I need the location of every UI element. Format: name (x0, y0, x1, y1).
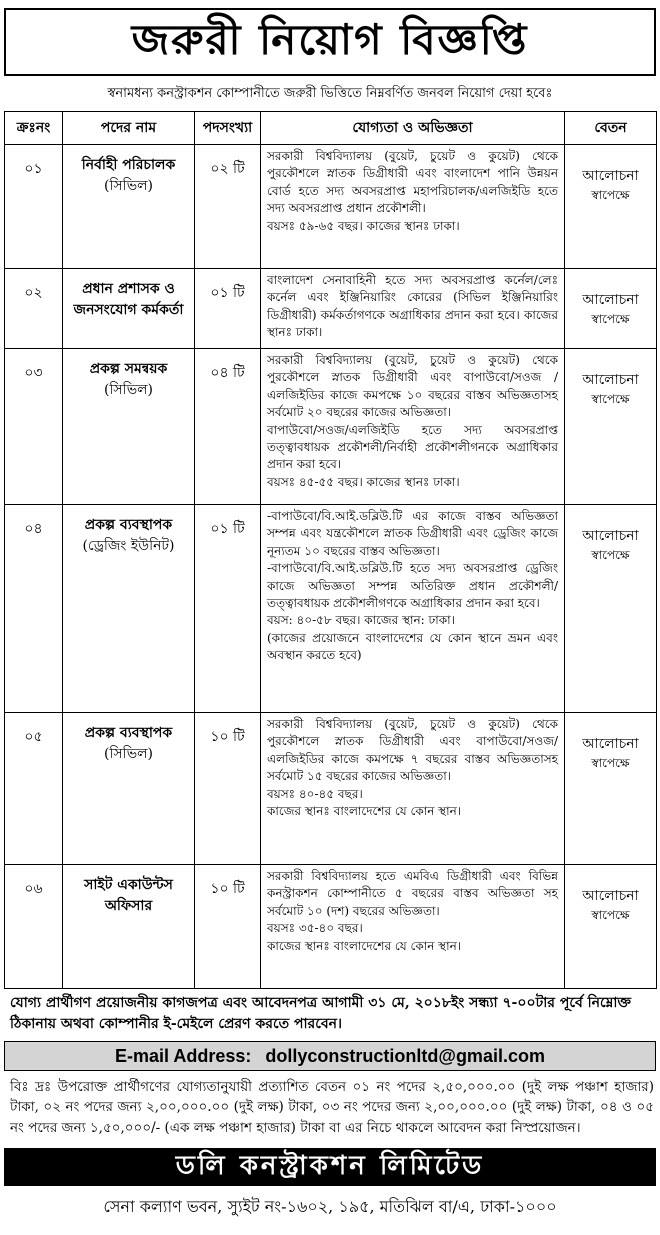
qualification-line: সরকারী বিশ্ববিদ্যালয় হতে এমবিএ ডিগ্রীধারী এবং বিভিন্ন কনস্ট্রাকশন কোম্পানীতে ৫ বছরের বাস্তব অভিজ্ঞতা সহ সর্বমোট ১০ (দশ) বছরের অভিজ্ঞতা। (267, 869, 558, 918)
row-post (63, 145, 195, 269)
table-row (5, 349, 657, 505)
salary-text: আলোচনা (582, 292, 639, 308)
row-salary (565, 349, 657, 505)
row-salary (565, 865, 657, 989)
row-post (63, 349, 195, 505)
qualification-line: কাজের স্থানঃ বাংলাদেশের যে কোন স্থান। (267, 803, 462, 818)
row-salary (565, 505, 657, 713)
salary-subtext: স্বাপেক্ষে (591, 755, 630, 770)
qualification-line: সরকারী বিশ্ববিদ্যালয় (বুয়েট, চুয়েট ও কুয়েট) থেকে পুরকৌশলে স্নাতক ডিগ্রীধারী এবং বাংলাদেশ পানি উন্নয়ন বোর্ড হতে সদ্য অবসরপ্রাপ্ত মহাপরিচালক/এলজিইডি হতে সদ্য অবসরপ্রাপ্ত প্রধান প্রকৌশলী। (267, 149, 558, 216)
header-post: পদের নাম (63, 112, 195, 145)
salary-text: আলোচনা (582, 168, 639, 184)
qualification-line: সরকারী বিশ্ববিদ্যালয় (বুয়েট, চুয়েট ও কুয়েট) থেকে পুরকৌশলে স্নাতক ডিগ্রীধারী এবং বাপাউবো/সওজ /এলজিইডির কাজে কমপক্ষে ১০ বছরের বাস্তব অভিজ্ঞতাসহ সর্বমোট ২০ বছরের কাজের অভিজ্ঞতা। (267, 353, 558, 420)
salary-subtext: স্বাপেক্ষে (591, 547, 630, 562)
row-post (63, 865, 195, 989)
row-post-count: ০২ টি (195, 145, 261, 269)
post-title: সাইট একাউন্টস অফিসার (84, 877, 173, 914)
email-address[interactable]: dollyconstructionltd@gmail.com (265, 1045, 545, 1066)
row-serial: ০৬ (5, 865, 63, 989)
post-title: নির্বাহী পরিচালক (81, 157, 176, 173)
row-post (63, 713, 195, 865)
row-qualification (261, 269, 565, 349)
salary-subtext: স্বাপেক্ষে (591, 391, 630, 406)
row-serial: ০৫ (5, 713, 63, 865)
qualification-line: বয়সঃ ৪০-৪৫ বছর। (267, 786, 363, 801)
row-post-count: ১০ টি (195, 713, 261, 865)
row-qualification (261, 145, 565, 269)
qualification-line: বয়সঃ ৪৫-৫৫ বছর। কাজের স্থানঃ ঢাকা। (267, 474, 460, 489)
salary-text: আলোচনা (582, 888, 639, 904)
row-serial: ০৪ (5, 505, 63, 713)
table-row (5, 145, 657, 269)
row-qualification (261, 349, 565, 505)
intro-text: স্বনামধন্য কনস্ট্রাকশন কোম্পানীতে জরুরী ভিত্তিতে নিম্নবর্ণিত জনবল নিয়োগ দেয়া হবেঃ (107, 86, 553, 101)
email-label: E-mail Address: (115, 1045, 252, 1066)
qualification-line: বয়স: ৪০-৫৮ বছর। কাজের স্থান: ঢাকা। (267, 613, 455, 628)
email-bar (4, 1041, 656, 1071)
header-qualification: যোগ্যতা ও অভিজ্ঞতা (261, 112, 565, 145)
post-title: প্রকল্প ব্যবস্থাপক (84, 517, 173, 533)
row-qualification (261, 713, 565, 865)
qualification-line: বাংলাদেশ সেনাবাহিনী হতে সদ্য অবসরপ্রাপ্ত কর্নেল/লেঃ কর্নেল এবং ইঞ্জিনিয়ারিং কোরের (সিভিল ইঞ্জিনিয়ারিং ডিগ্রীধারী) কর্মকর্তাগণকে অগ্রাধিকার প্রদান করা হবে। কাজের স্থানঃ ঢাকা। (267, 273, 558, 340)
row-serial: ০৩ (5, 349, 63, 505)
post-title: প্রকল্প ব্যবস্থাপক (84, 725, 173, 741)
qualification-line: বয়সঃ ৩৫-৪০ বছর। (267, 921, 363, 936)
row-post-count: ০৪ টি (195, 349, 261, 505)
row-post-count: ০১ টি (195, 505, 261, 713)
company-name: ডলি কনস্ট্রাকশন লিমিটেড (4, 1148, 656, 1186)
row-qualification (261, 505, 565, 713)
post-title: প্রধান প্রশাসক ও জনসংযোগ কর্মকর্তা (73, 281, 184, 318)
table-row (5, 269, 657, 349)
row-post (63, 269, 195, 349)
deadline-text: যোগ্য প্রার্থীগণ প্রয়োজনীয় কাগজপত্র এবং আবেদনপত্র আগামী ৩১ মে, ২০১৮ইং সন্ধ্যা ৭-০০টার পূর্বে নিম্নোক্ত ঠিকানায় অথবা কোম্পানীর ই-মেইলে প্রেরণ করতে পারবেন। (10, 995, 632, 1032)
table-header-row (5, 112, 657, 145)
qualification-line: -বাপাউবো/বি.আই.ডব্লিউ.টি এর কাজে বাস্তব অভিজ্ঞতা সম্পন্ন এবং যন্ত্রকৌশলে স্নাতক ডিগ্রীধারী এবং ড্রেজিং কাজে নূন্যতম ১০ বছরের বাস্তব অভিজ্ঞতা। (267, 509, 558, 558)
jobs-table (4, 111, 657, 989)
qualification-line: বাপাউবো/সওজ/এলজিইডি হতে সদ্য অবসরপ্রাপ্ত তত্ত্বাবধায়ক প্রকৌশলী/নির্বাহী প্রকৌশলীগনকে অগ্রাধিকার প্রদান করা হবে। (267, 422, 558, 472)
salary-text: আলোচনা (582, 528, 639, 544)
row-serial: ০২ (5, 269, 63, 349)
row-salary (565, 145, 657, 269)
qualification-line: (কাজের প্রয়োজনে বাংলাদেশের যে কোন স্থানে ভ্রমন এবং অবস্থান করতে হবে) (267, 630, 558, 663)
salary-subtext: স্বাপেক্ষে (591, 187, 630, 202)
row-post-count: ০১ টি (195, 269, 261, 349)
table-row (5, 865, 657, 989)
salary-note: বিঃ দ্রঃ উপরোক্ত প্রার্থীগণের যোগ্যতানুযায়ী প্রত্যাশিত বেতন ০১ নং পদের ২,৫০,০০০.০০ (দুই লক্ষ পঞ্চাশ হাজার) টাকা, ০২ নং পদের জন্য ২,০০,০০০.০০ (দুই লক্ষ) টাকা, ০৩ নং পদের জন্য ২,০০,০০০.০০ (দুই লক্ষ) টাকা, ০৪ ও ০৫ নং পদের জন্য ১,৫০,০০০/- (এক লক্ষ পঞ্চাশ হাজার) টাকা বা এর নিচে থাকলে আবেদন করা নিস্প্রয়োজন। (10, 1079, 654, 1136)
row-salary (565, 269, 657, 349)
post-subtitle: (সিভিল) (103, 746, 154, 762)
salary-text: আলোচনা (582, 736, 639, 752)
job-advertisement (4, 8, 656, 1221)
page-title: জরুরী নিয়োগ বিজ্ঞপ্তি (4, 8, 656, 76)
row-post-count: ১০ টি (195, 865, 261, 989)
salary-subtext: স্বাপেক্ষে (591, 311, 630, 326)
row-post (63, 505, 195, 713)
header-salary: বেতন (565, 112, 657, 145)
row-salary (565, 713, 657, 865)
qualification-line: -বাপাউবো/বি.আই.ডব্লিউ.টি হতে সদ্য অবসরপ্রাপ্ত ড্রেজিং কাজে অভিজ্ঞতা সম্পন্ন অতিরিক্ত প্রধান প্রকৌশলী/ তত্ত্বাবধায়ক প্রকৌশলীগণকে অগ্রাধিকার প্রদান করা হবে। (267, 561, 558, 610)
row-serial: ০১ (5, 145, 63, 269)
post-subtitle: (ড্রেজিং ইউনিট) (82, 538, 175, 554)
table-row (5, 505, 657, 713)
qualification-line: কাজের স্থানঃ বাংলাদেশের যে কোন স্থান। (267, 938, 462, 953)
salary-text: আলোচনা (582, 372, 639, 388)
qualification-line: সরকারী বিশ্ববিদ্যালয় (বুয়েট, চুয়েট ও কুয়েট) থেকে পুরকৌশলে স্নাতক ডিগ্রীধারী এবং বাপাউবো/সওজ/এলজিইডির কাজে কমপক্ষে ৭ বছরের বাস্তব অভিজ্ঞতাসহ সর্বমোট ১৫ বছরের কাজের অভিজ্ঞতা। (267, 717, 558, 784)
table-row (5, 713, 657, 865)
qualification-line: বয়সঃ ৫৯-৬৫ বছর। কাজের স্থানঃ ঢাকা। (267, 218, 460, 233)
company-address: সেনা কল্যাণ ভবন, স্যুইট নং-১৬০২, ১৯৫, মতিঝিল বা/এ, ঢাকা-১০০০ (103, 1196, 557, 1216)
header-serial: ক্রঃনং (5, 112, 63, 145)
post-title: প্রকল্প সমন্বয়ক (89, 361, 168, 377)
row-qualification (261, 865, 565, 989)
header-count: পদসংখ্যা (195, 112, 261, 145)
post-subtitle: (সিভিল) (103, 178, 154, 194)
post-subtitle: (সিভিল) (103, 382, 154, 398)
salary-subtext: স্বাপেক্ষে (591, 907, 630, 922)
